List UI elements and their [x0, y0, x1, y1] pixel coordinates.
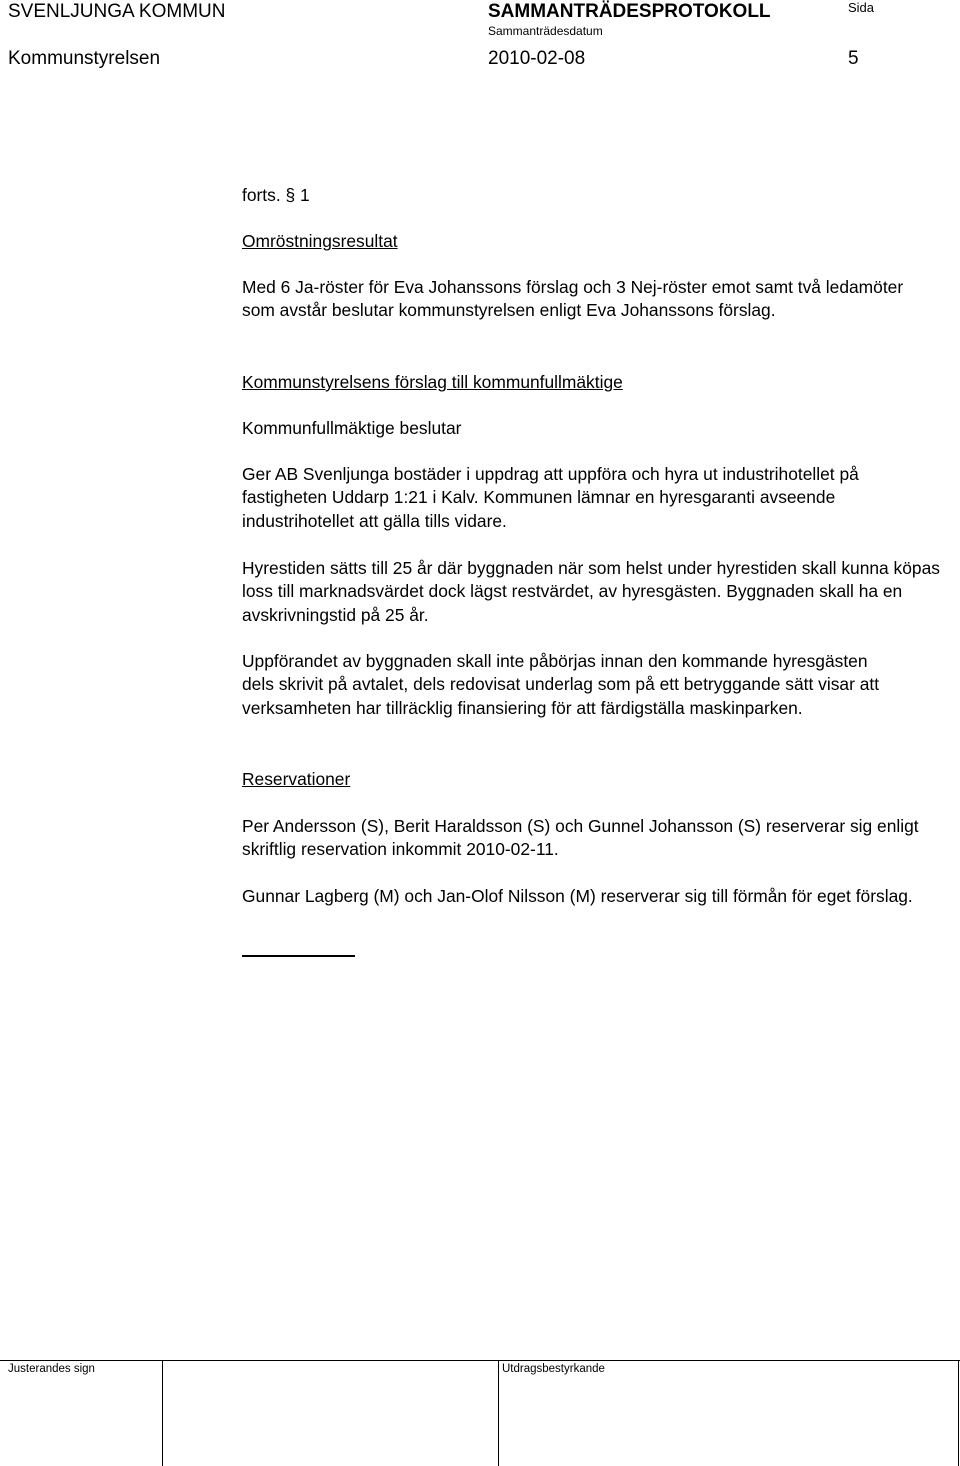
decision-paragraph-3: Uppförandet av byggnaden skall inte påbörjas innan den kommande hyresgästen dels skrivit på avtalet, dels redovisat underlag som på ett betryggande sätt visar att verksamheten har tillräcklig finansiering för att färdigställa maskinparken. — [242, 651, 880, 718]
decision-paragraph-1: Ger AB Svenljunga bostäder i uppdrag att uppföra och hyra ut industrihotellet på fastigheten Uddarp 1:21 i Kalv. Kommunen lämnar en hyresgaranti avseende industrihotellet att gälla tills vidare. — [242, 464, 859, 531]
vote-result-paragraph: Med 6 Ja-röster för Eva Johanssons förslag och 3 Nej-röster emot samt två ledamöter som avstår beslutar kommunstyrelsen enligt Eva Johanssons förslag. — [242, 277, 904, 321]
proposal-heading: Kommunstyrelsens förslag till kommunfullmäktige — [242, 372, 623, 392]
meeting-date-label: Sammanträdesdatum — [488, 24, 603, 38]
section-end-line — [242, 955, 355, 957]
vote-result-heading: Omröstningsresultat — [242, 231, 398, 251]
meeting-date: 2010-02-08 — [488, 48, 586, 69]
decision-intro: Kommunfullmäktige beslutar — [242, 418, 462, 438]
department-name: Kommunstyrelsen — [8, 48, 161, 69]
decision-paragraph-2: Hyrestiden sätts till 25 år där byggnaden när som helst under hyrestiden skall kunna köpas loss till marknadsvärdet dock lägst restvärdet, av hyresgästen. Byggnaden skall ha en avskrivningstid på 25 år. — [242, 558, 940, 625]
footer-divider — [162, 1361, 163, 1466]
continuation-marker: forts. § 1 — [242, 185, 310, 205]
footer-divider — [498, 1361, 499, 1466]
document-type-title: SAMMANTRÄDESPROTOKOLL — [488, 1, 771, 22]
organization-name: SVENLJUNGA KOMMUN — [8, 1, 226, 22]
signature-label: Justerandes sign — [8, 1363, 95, 1375]
page-number: 5 — [848, 48, 859, 69]
reservation-paragraph-2: Gunnar Lagberg (M) och Jan-Olof Nilsson (M) reserverar sig till förmån för eget förslag. — [242, 886, 913, 906]
signature-footer — [0, 1360, 960, 1466]
reservations-heading: Reservationer — [242, 769, 351, 789]
footer-divider — [958, 1361, 959, 1466]
page-label: Sida — [848, 0, 875, 15]
reservation-paragraph-1: Per Andersson (S), Berit Haraldsson (S) och Gunnel Johansson (S) reserverar sig enligt skriftlig reservation inkommit 2010-02-11. — [242, 816, 919, 860]
excerpt-certification-label: Utdragsbestyrkande — [502, 1363, 605, 1375]
